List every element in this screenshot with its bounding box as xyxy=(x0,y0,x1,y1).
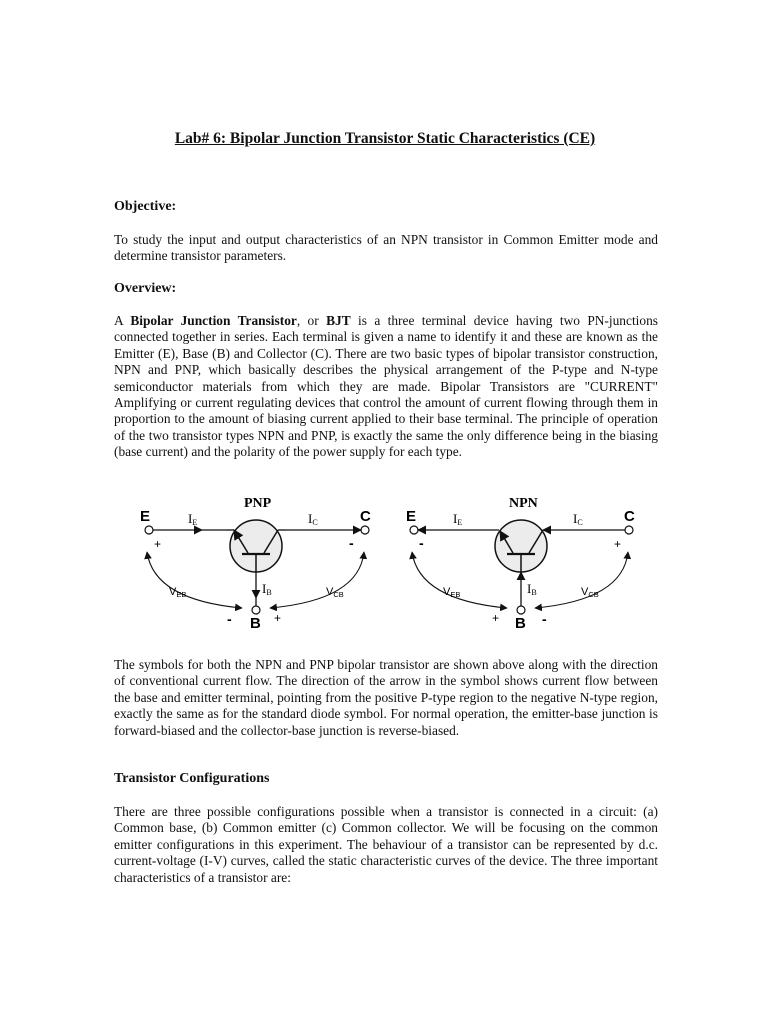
bjt-abbr: BJT xyxy=(326,313,351,328)
npn-title: NPN xyxy=(509,496,538,511)
overview-or: , or xyxy=(296,313,319,328)
overview-paragraph xyxy=(114,313,658,461)
npn-base-right-sign: - xyxy=(542,611,547,627)
pnp-ib-label: IB xyxy=(262,581,272,597)
npn-emitter-sign: - xyxy=(419,535,424,551)
pnp-emitter-label: E xyxy=(140,508,151,525)
npn-ic-label: IC xyxy=(573,511,583,527)
pnp-ie-label: IE xyxy=(188,511,198,527)
pnp-emitter-terminal xyxy=(145,526,153,534)
npn-collector-terminal xyxy=(625,526,633,534)
pnp-title: PNP xyxy=(244,496,272,511)
npn-base-label: B xyxy=(515,615,526,632)
npn-symbol xyxy=(406,496,635,632)
pnp-collector-label: C xyxy=(360,508,371,525)
npn-base-terminal xyxy=(517,606,525,614)
npn-vcb-label: VCB xyxy=(581,586,599,599)
pnp-symbol xyxy=(140,496,371,632)
pnp-collector-sign: - xyxy=(349,535,354,551)
overview-rest: is a three terminal device having two PN-junctions connected together in series. Each terminal is given a name to identify it and these are known as the Emitter (E), Base (B) and Collector (C). There are two basic types of bipolar transistor construction, NPN and PNP, which basically describes the physical arrangement of the P-type and N-type semiconductor materials from which they are made. Bipolar Transistors are "CURRENT" Amplifying or current regulating devices that control the amount of current flowing through them in proportion to the amount of biasing current applied to their base terminal. The principle of operation of the two transistor types NPN and PNP, is exactly the same the only difference being in the biasing (base current) and the polarity of the power supply for each type. xyxy=(114,313,658,460)
pnp-vcb-label: VCB xyxy=(326,586,344,599)
pnp-base-right-sign: + xyxy=(274,611,282,625)
page-title: Lab# 6: Bipolar Junction Transistor Static Characteristics (CE) xyxy=(174,130,596,147)
npn-base-left-sign: + xyxy=(492,611,500,625)
pnp-emitter-sign: + xyxy=(154,537,162,551)
overview-intro: A xyxy=(114,313,123,328)
overview-heading: Overview: xyxy=(114,281,177,296)
transistor-diagram xyxy=(114,490,674,640)
pnp-veb-label: VEB xyxy=(169,586,187,599)
npn-ib-label: IB xyxy=(527,581,537,597)
pnp-ic-label: IC xyxy=(308,511,318,527)
npn-emitter-label: E xyxy=(406,508,417,525)
configurations-heading: Transistor Configurations xyxy=(114,771,270,786)
symbols-paragraph: The symbols for both the NPN and PNP bipolar transistor are shown above along with the direction of conventional current flow. The direction of the arrow in the symbol shows current flow between the base and emitter terminal, pointing from the positive P-type region to the negative N-type region, exactly the same as for the standard diode symbol. For normal operation, the emitter-base junction is forward-biased and the collector-base junction is reverse-biased. xyxy=(114,657,658,738)
npn-ie-label: IE xyxy=(453,511,463,527)
objective-heading: Objective: xyxy=(114,199,177,214)
npn-emitter-terminal xyxy=(410,526,418,534)
pnp-collector-terminal xyxy=(361,526,369,534)
npn-collector-label: C xyxy=(624,508,635,525)
pnp-base-terminal xyxy=(252,606,260,614)
npn-veb-label: VEB xyxy=(443,586,461,599)
pnp-base-label: B xyxy=(250,615,261,632)
npn-collector-sign: + xyxy=(614,537,622,551)
bjt-term: Bipolar Junction Transistor xyxy=(130,313,297,328)
pnp-base-left-sign: - xyxy=(227,611,232,627)
configurations-paragraph: There are three possible configurations possible when a transistor is connected in a circuit: (a) Common base, (b) Common emitter (c) Common collector. We will be focusing on the common emitter configurations in this experiment. The behaviour of a transistor can be represented by d.c. current-voltage (I-V) curves, called the static characteristic curves of the device. The three important characteristics of a transistor are: xyxy=(114,804,658,885)
objective-text: To study the input and output characteristics of an NPN transistor in Common Emitter mode and determine transistor parameters. xyxy=(114,232,658,264)
